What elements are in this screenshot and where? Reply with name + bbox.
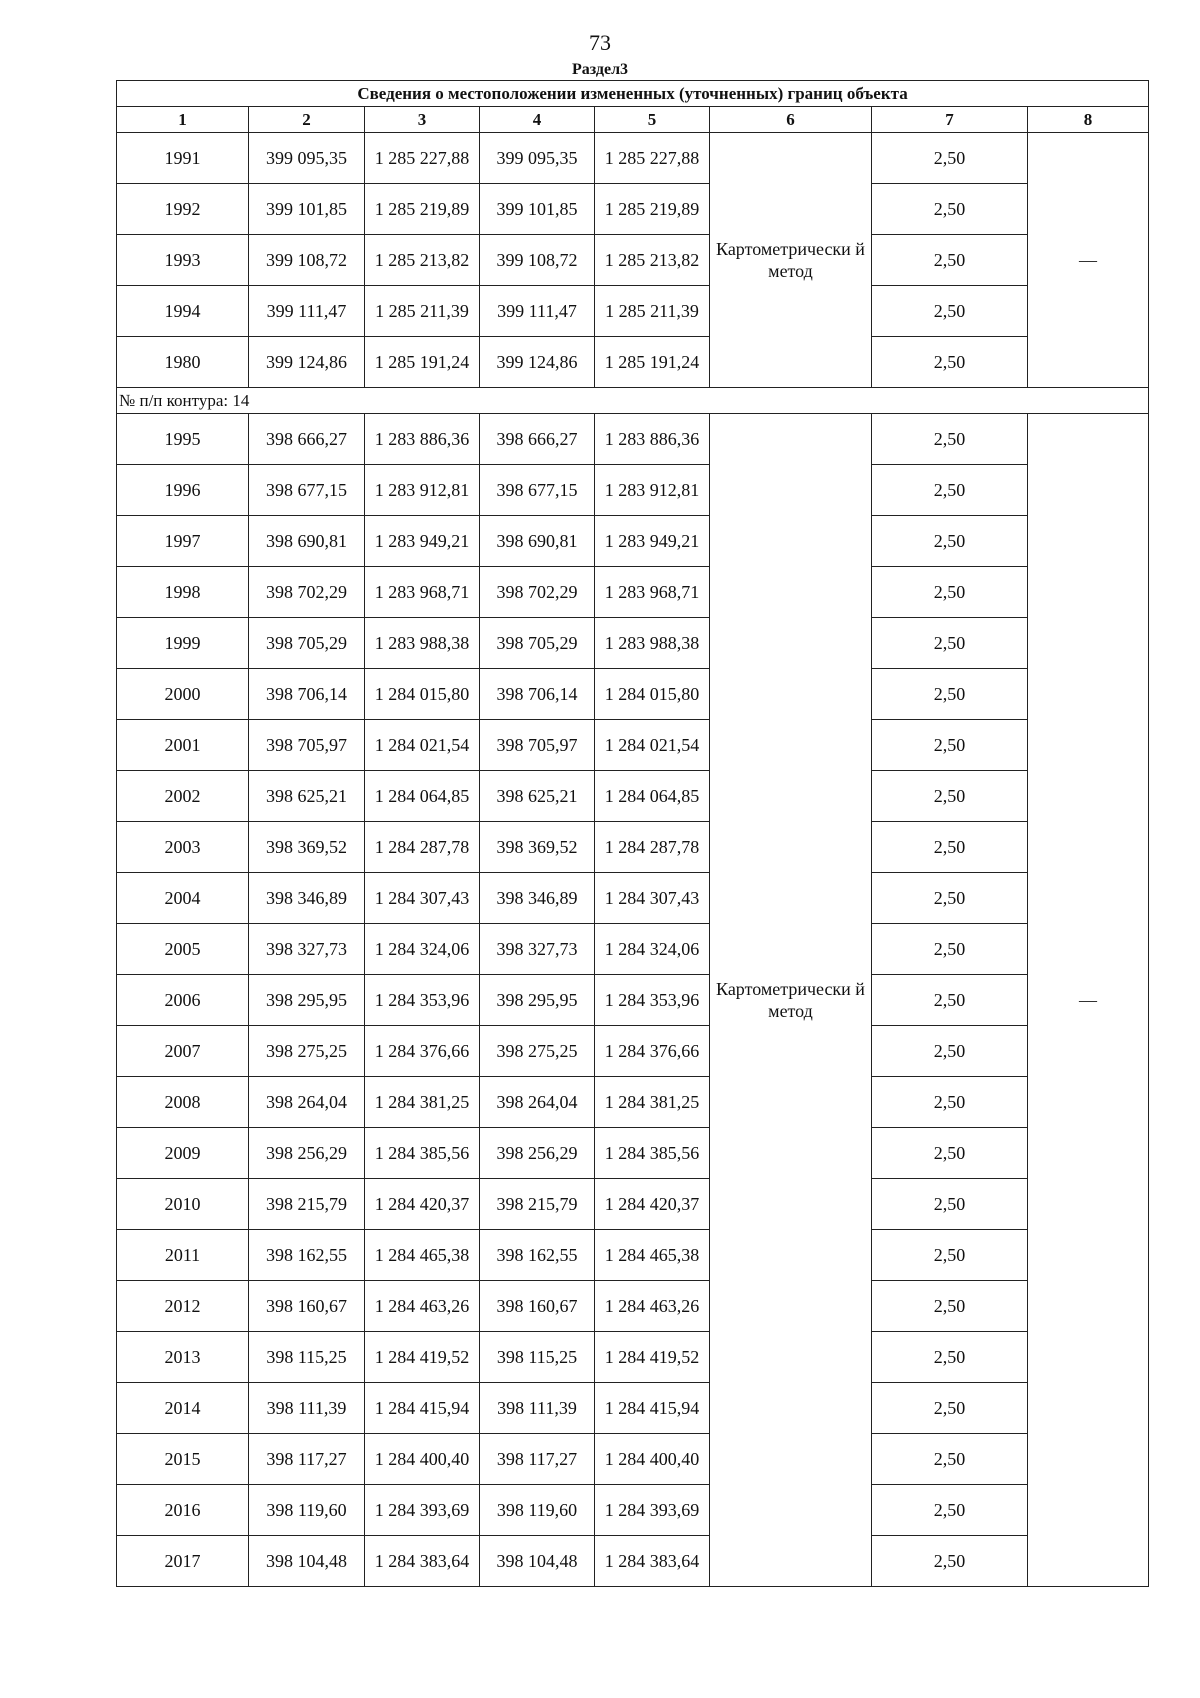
new-x-cell: 398 346,89 [480, 873, 595, 924]
new-y-cell: 1 284 400,40 [595, 1434, 710, 1485]
new-y-cell: 1 283 912,81 [595, 465, 710, 516]
old-x-cell: 398 295,95 [249, 975, 365, 1026]
old-y-cell: 1 285 227,88 [365, 133, 480, 184]
old-x-cell: 399 095,35 [249, 133, 365, 184]
old-y-cell: 1 283 949,21 [365, 516, 480, 567]
column-number: 8 [1028, 107, 1149, 133]
new-x-cell: 399 101,85 [480, 184, 595, 235]
point-number-cell: 1998 [117, 567, 249, 618]
old-y-cell: 1 284 287,78 [365, 822, 480, 873]
table-row [117, 1485, 1149, 1536]
old-x-cell: 399 108,72 [249, 235, 365, 286]
point-number-cell: 1991 [117, 133, 249, 184]
accuracy-cell: 2,50 [872, 822, 1028, 873]
new-x-cell: 398 690,81 [480, 516, 595, 567]
new-x-cell: 398 115,25 [480, 1332, 595, 1383]
new-y-cell: 1 284 287,78 [595, 822, 710, 873]
old-x-cell: 398 115,25 [249, 1332, 365, 1383]
table-row [117, 1026, 1149, 1077]
point-number-cell: 1996 [117, 465, 249, 516]
table-row [117, 1077, 1149, 1128]
accuracy-cell: 2,50 [872, 720, 1028, 771]
old-x-cell: 398 702,29 [249, 567, 365, 618]
accuracy-cell: 2,50 [872, 1383, 1028, 1434]
column-number: 2 [249, 107, 365, 133]
old-y-cell: 1 283 968,71 [365, 567, 480, 618]
old-x-cell: 398 162,55 [249, 1230, 365, 1281]
accuracy-cell: 2,50 [872, 286, 1028, 337]
old-y-cell: 1 284 064,85 [365, 771, 480, 822]
old-x-cell: 398 666,27 [249, 414, 365, 465]
new-x-cell: 398 706,14 [480, 669, 595, 720]
old-y-cell: 1 284 463,26 [365, 1281, 480, 1332]
point-number-cell: 1997 [117, 516, 249, 567]
new-y-cell: 1 283 988,38 [595, 618, 710, 669]
old-y-cell: 1 284 376,66 [365, 1026, 480, 1077]
column-number: 1 [117, 107, 249, 133]
point-number-cell: 2004 [117, 873, 249, 924]
old-x-cell: 398 690,81 [249, 516, 365, 567]
old-x-cell: 399 101,85 [249, 184, 365, 235]
old-x-cell: 398 369,52 [249, 822, 365, 873]
old-y-cell: 1 285 213,82 [365, 235, 480, 286]
new-x-cell: 398 119,60 [480, 1485, 595, 1536]
table-row [117, 1230, 1149, 1281]
old-y-cell: 1 284 415,94 [365, 1383, 480, 1434]
old-x-cell: 398 346,89 [249, 873, 365, 924]
old-y-cell: 1 284 400,40 [365, 1434, 480, 1485]
old-y-cell: 1 284 307,43 [365, 873, 480, 924]
table-row [117, 1383, 1149, 1434]
point-number-cell: 2001 [117, 720, 249, 771]
table-row [117, 822, 1149, 873]
new-x-cell: 398 677,15 [480, 465, 595, 516]
point-number-cell: 2009 [117, 1128, 249, 1179]
point-number-cell: 1995 [117, 414, 249, 465]
new-x-cell: 398 705,97 [480, 720, 595, 771]
accuracy-cell: 2,50 [872, 618, 1028, 669]
contour-label: № п/п контура: 14 [117, 388, 1149, 414]
old-x-cell: 398 705,29 [249, 618, 365, 669]
accuracy-cell: 2,50 [872, 1230, 1028, 1281]
old-x-cell: 398 327,73 [249, 924, 365, 975]
old-y-cell: 1 284 385,56 [365, 1128, 480, 1179]
point-number-cell: 2007 [117, 1026, 249, 1077]
new-y-cell: 1 284 353,96 [595, 975, 710, 1026]
old-x-cell: 398 111,39 [249, 1383, 365, 1434]
accuracy-cell: 2,50 [872, 184, 1028, 235]
table-row [117, 669, 1149, 720]
new-x-cell: 398 117,27 [480, 1434, 595, 1485]
point-number-cell: 2017 [117, 1536, 249, 1587]
table-row [117, 1536, 1149, 1587]
table-row [117, 1179, 1149, 1230]
new-y-cell: 1 284 419,52 [595, 1332, 710, 1383]
new-y-cell: 1 284 307,43 [595, 873, 710, 924]
new-y-cell: 1 285 213,82 [595, 235, 710, 286]
point-number-cell: 2006 [117, 975, 249, 1026]
accuracy-cell: 2,50 [872, 1179, 1028, 1230]
point-number-cell: 2015 [117, 1434, 249, 1485]
method-cell: Картометрически й метод [710, 414, 872, 1587]
table-row [117, 1128, 1149, 1179]
accuracy-cell: 2,50 [872, 1536, 1028, 1587]
column-number: 5 [595, 107, 710, 133]
old-x-cell: 398 625,21 [249, 771, 365, 822]
old-x-cell: 398 677,15 [249, 465, 365, 516]
accuracy-cell: 2,50 [872, 337, 1028, 388]
table-row [117, 286, 1149, 337]
old-x-cell: 398 706,14 [249, 669, 365, 720]
new-y-cell: 1 283 968,71 [595, 567, 710, 618]
table-row [117, 771, 1149, 822]
accuracy-cell: 2,50 [872, 924, 1028, 975]
new-y-cell: 1 284 383,64 [595, 1536, 710, 1587]
table-row [117, 235, 1149, 286]
old-y-cell: 1 283 886,36 [365, 414, 480, 465]
old-y-cell: 1 285 219,89 [365, 184, 480, 235]
new-y-cell: 1 284 021,54 [595, 720, 710, 771]
note-cell: — [1028, 414, 1149, 1587]
new-y-cell: 1 283 886,36 [595, 414, 710, 465]
new-x-cell: 398 705,29 [480, 618, 595, 669]
column-number: 4 [480, 107, 595, 133]
table-row [117, 516, 1149, 567]
old-y-cell: 1 284 393,69 [365, 1485, 480, 1536]
old-y-cell: 1 284 021,54 [365, 720, 480, 771]
old-x-cell: 398 119,60 [249, 1485, 365, 1536]
point-number-cell: 2016 [117, 1485, 249, 1536]
old-x-cell: 398 104,48 [249, 1536, 365, 1587]
new-y-cell: 1 284 465,38 [595, 1230, 710, 1281]
old-x-cell: 398 160,67 [249, 1281, 365, 1332]
new-x-cell: 398 256,29 [480, 1128, 595, 1179]
accuracy-cell: 2,50 [872, 235, 1028, 286]
old-y-cell: 1 284 420,37 [365, 1179, 480, 1230]
new-x-cell: 399 108,72 [480, 235, 595, 286]
table-row [117, 337, 1149, 388]
old-x-cell: 398 264,04 [249, 1077, 365, 1128]
new-x-cell: 398 369,52 [480, 822, 595, 873]
new-y-cell: 1 284 015,80 [595, 669, 710, 720]
accuracy-cell: 2,50 [872, 873, 1028, 924]
new-y-cell: 1 284 463,26 [595, 1281, 710, 1332]
old-x-cell: 399 111,47 [249, 286, 365, 337]
point-number-cell: 2000 [117, 669, 249, 720]
table-caption-row [117, 81, 1149, 107]
point-number-cell: 2013 [117, 1332, 249, 1383]
table-row [117, 133, 1149, 184]
new-x-cell: 398 160,67 [480, 1281, 595, 1332]
new-y-cell: 1 284 064,85 [595, 771, 710, 822]
point-number-cell: 2003 [117, 822, 249, 873]
section-title: Раздел3 [571, 61, 629, 78]
method-cell: Картометрически й метод [710, 133, 872, 388]
table-row [117, 1434, 1149, 1485]
point-number-cell: 1994 [117, 286, 249, 337]
new-x-cell: 398 275,25 [480, 1026, 595, 1077]
old-y-cell: 1 284 324,06 [365, 924, 480, 975]
accuracy-cell: 2,50 [872, 1281, 1028, 1332]
old-y-cell: 1 284 419,52 [365, 1332, 480, 1383]
accuracy-cell: 2,50 [872, 1077, 1028, 1128]
old-x-cell: 399 124,86 [249, 337, 365, 388]
new-y-cell: 1 283 949,21 [595, 516, 710, 567]
new-x-cell: 398 702,29 [480, 567, 595, 618]
new-y-cell: 1 285 227,88 [595, 133, 710, 184]
accuracy-cell: 2,50 [872, 669, 1028, 720]
new-x-cell: 398 264,04 [480, 1077, 595, 1128]
new-x-cell: 399 111,47 [480, 286, 595, 337]
point-number-cell: 1999 [117, 618, 249, 669]
old-y-cell: 1 285 211,39 [365, 286, 480, 337]
new-x-cell: 399 095,35 [480, 133, 595, 184]
old-x-cell: 398 117,27 [249, 1434, 365, 1485]
new-x-cell: 398 327,73 [480, 924, 595, 975]
point-number-cell: 2010 [117, 1179, 249, 1230]
old-x-cell: 398 215,79 [249, 1179, 365, 1230]
point-number-cell: 2014 [117, 1383, 249, 1434]
new-y-cell: 1 284 324,06 [595, 924, 710, 975]
old-y-cell: 1 284 381,25 [365, 1077, 480, 1128]
table-row [117, 618, 1149, 669]
accuracy-cell: 2,50 [872, 414, 1028, 465]
accuracy-cell: 2,50 [872, 465, 1028, 516]
accuracy-cell: 2,50 [872, 975, 1028, 1026]
old-y-cell: 1 285 191,24 [365, 337, 480, 388]
column-number: 3 [365, 107, 480, 133]
table-row [117, 1281, 1149, 1332]
point-number-cell: 1993 [117, 235, 249, 286]
new-y-cell: 1 284 393,69 [595, 1485, 710, 1536]
table-caption: Сведения о местоположении измененных (уточненных) границ объекта [117, 81, 1149, 107]
boundary-table [116, 80, 1149, 1587]
page-number: 73 [589, 30, 611, 55]
column-number: 6 [710, 107, 872, 133]
new-y-cell: 1 284 385,56 [595, 1128, 710, 1179]
accuracy-cell: 2,50 [872, 1434, 1028, 1485]
point-number-cell: 2005 [117, 924, 249, 975]
table-row [117, 184, 1149, 235]
accuracy-cell: 2,50 [872, 1128, 1028, 1179]
new-x-cell: 398 295,95 [480, 975, 595, 1026]
accuracy-cell: 2,50 [872, 516, 1028, 567]
point-number-cell: 2012 [117, 1281, 249, 1332]
point-number-cell: 2011 [117, 1230, 249, 1281]
table-row [117, 465, 1149, 516]
new-x-cell: 399 124,86 [480, 337, 595, 388]
new-x-cell: 398 625,21 [480, 771, 595, 822]
old-x-cell: 398 256,29 [249, 1128, 365, 1179]
accuracy-cell: 2,50 [872, 1485, 1028, 1536]
column-number-row [117, 107, 1149, 133]
table-row [117, 1332, 1149, 1383]
old-y-cell: 1 284 015,80 [365, 669, 480, 720]
table-row [117, 924, 1149, 975]
contour-row [117, 388, 1149, 414]
new-x-cell: 398 111,39 [480, 1383, 595, 1434]
point-number-cell: 1980 [117, 337, 249, 388]
new-x-cell: 398 215,79 [480, 1179, 595, 1230]
new-y-cell: 1 285 219,89 [595, 184, 710, 235]
new-y-cell: 1 284 415,94 [595, 1383, 710, 1434]
new-x-cell: 398 162,55 [480, 1230, 595, 1281]
note-cell: — [1028, 133, 1149, 388]
old-y-cell: 1 284 383,64 [365, 1536, 480, 1587]
old-y-cell: 1 283 912,81 [365, 465, 480, 516]
accuracy-cell: 2,50 [872, 133, 1028, 184]
new-x-cell: 398 104,48 [480, 1536, 595, 1587]
table-row [117, 414, 1149, 465]
accuracy-cell: 2,50 [872, 771, 1028, 822]
new-y-cell: 1 285 191,24 [595, 337, 710, 388]
column-number: 7 [872, 107, 1028, 133]
table-row [117, 720, 1149, 771]
old-x-cell: 398 275,25 [249, 1026, 365, 1077]
old-y-cell: 1 284 465,38 [365, 1230, 480, 1281]
accuracy-cell: 2,50 [872, 1026, 1028, 1077]
table-row [117, 567, 1149, 618]
accuracy-cell: 2,50 [872, 567, 1028, 618]
table-row [117, 873, 1149, 924]
old-y-cell: 1 284 353,96 [365, 975, 480, 1026]
table-row [117, 975, 1149, 1026]
new-y-cell: 1 284 381,25 [595, 1077, 710, 1128]
new-y-cell: 1 284 376,66 [595, 1026, 710, 1077]
new-y-cell: 1 285 211,39 [595, 286, 710, 337]
new-y-cell: 1 284 420,37 [595, 1179, 710, 1230]
old-x-cell: 398 705,97 [249, 720, 365, 771]
point-number-cell: 2008 [117, 1077, 249, 1128]
new-x-cell: 398 666,27 [480, 414, 595, 465]
point-number-cell: 1992 [117, 184, 249, 235]
accuracy-cell: 2,50 [872, 1332, 1028, 1383]
point-number-cell: 2002 [117, 771, 249, 822]
old-y-cell: 1 283 988,38 [365, 618, 480, 669]
